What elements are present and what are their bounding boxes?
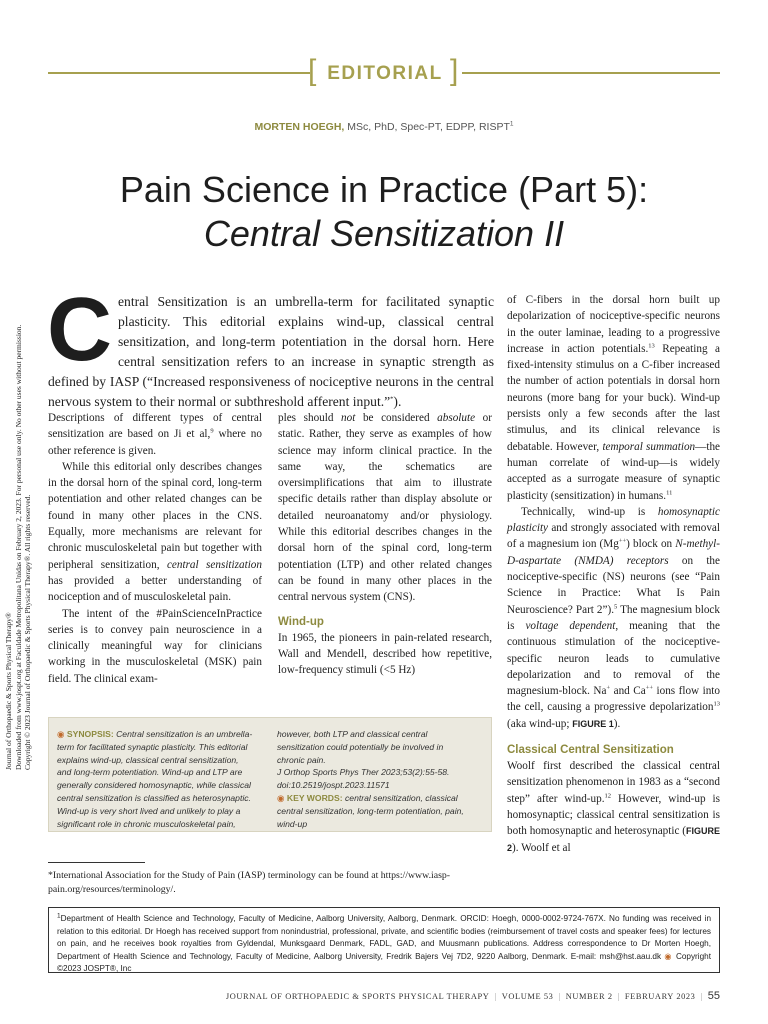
header-rule-right	[462, 72, 720, 74]
side-notice-line-3: Copyright © 2023 Journal of Orthopaedic & Sports Physical Therapy®. All rights reserved.	[23, 494, 32, 770]
author-credentials: MSc, PhD, Spec-PT, EDPP, RISPT	[344, 121, 510, 133]
header-rule-left	[48, 72, 310, 74]
text-run: ions flow into the cell, causing a progressive depolarization	[507, 685, 720, 714]
footnote-text: International Association for the Study of Pain (IASP) terminology can be found at https://www.iasp-pain.org/resources/terminology/.	[48, 870, 451, 895]
running-footer	[0, 990, 720, 1002]
bullet-icon: ◉	[664, 951, 673, 961]
col3-paragraph-2	[507, 504, 720, 732]
synopsis-box	[48, 717, 492, 832]
footnote-mark: *	[390, 395, 394, 403]
reference-mark: 13	[713, 700, 720, 708]
text-run: (aka wind-up;	[507, 717, 573, 730]
emphasis: homosynaptic plasticity	[507, 505, 720, 535]
text-run: and Ca	[610, 685, 646, 698]
col1-paragraph-1	[48, 410, 262, 459]
col2-paragraph-2: In 1965, the pioneers in pain-related research, Wall and Mendell, described how repetitive, low-frequency stimuli (<5 Hz)	[278, 631, 492, 677]
col3-paragraph-3	[507, 758, 720, 856]
affiliation-mark: 1	[57, 912, 61, 920]
copyright-text: Copyright ©2023 JOSPT®, Inc	[57, 951, 711, 974]
col3-paragraph-1	[507, 292, 720, 504]
side-notice-line-2: Downloaded from www.jospt.org at Faculdade Metropolitana Unidas on February 2, 2023. For personal use only. No other uses without permission.	[13, 324, 23, 770]
separator: |	[494, 992, 497, 1001]
ion-charge: +	[606, 684, 611, 692]
bracket-right: ]	[450, 54, 459, 87]
synopsis-label: SYNOPSIS:	[66, 729, 114, 739]
affiliation-box	[48, 907, 720, 973]
reference-mark: 12	[604, 791, 611, 799]
bullet-icon: ◉	[277, 792, 287, 803]
text-run: , meaning that the continuous stimulation of the nociceptive-specific neuron leads to cumulative depolarization and to removal of the magnesium-block. Na	[507, 619, 720, 698]
reference-mark: 13	[648, 342, 655, 350]
text-run: has provided a better understanding of nociception and of musculoskeletal pain.	[48, 574, 262, 604]
col1-paragraph-3: The intent of the #PainScienceInPractice series is to convey pain neuroscience in a clinically meaningful way for clinicians working in the musculoskeletal (MSK) pain field. The clinical exam-	[48, 607, 262, 685]
keywords: central sensitization, classical central sensitization, long-term potentiation, pain, wind-up	[277, 792, 464, 829]
lead-text: entral Sensitization is an umbrella-term for facilitated synaptic plasticity. This editorial explains wind-up, classical central sensitization, and long-term potentiation in the dorsal horn. Here central sensitization refers to an increase in synaptic strength as defined by IASP (“Increased responsiveness of nociceptive neurons in the central nervous system to their normal or subthreshold afferent input.”	[48, 294, 494, 409]
synopsis-right	[277, 728, 473, 830]
column-1	[48, 410, 262, 687]
synopsis-text-right: however, both LTP and classical central sensitization could potentially be involved in chronic pain.	[277, 729, 444, 765]
affiliation-text: Department of Health Science and Technology, Faculty of Medicine, Aalborg University, Aalborg, Denmark. ORCID: Hoegh, 0000-0002-9724-767X. No funding was received in relation to this editorial. Dr Hoegh has received support from nonindustrial, professional, private, and scientific bodies (reimbursement of travel costs and speaker fees) for lectures on pain, and he receives book royalties from Gyldendal, Munksgaard Denmark, FADL, GAD, and Muusmann publications. Address correspondence to Dr Morten Hoegh, Department of Health Science and Technology, Faculty of Medicine, Aalborg University, Fredrik Bajers Vej 7D2, 9220 Aalborg, Denmark. E-mail: msh@hst.aau.dk	[57, 914, 711, 961]
emphasis: absolute	[437, 412, 476, 424]
text-run: be considered	[355, 412, 438, 424]
text-run: Repeating a fixed-intensity stimulus on a C-fiber increased the number of action potentials in dorsal horn neurons (more bang for your buck). Wind-up persists only a few seconds after the last stimulus, and its clinical relevance is debatable. However,	[507, 342, 720, 453]
synopsis-citation: J Orthop Sports Phys Ther 2023;53(2):55-58. doi:10.2519/jospt.2023.11571	[277, 767, 450, 791]
col2-paragraph-1	[278, 410, 492, 606]
author-name: MORTEN HOEGH,	[254, 121, 345, 133]
text-run: or static. Rather, they serve as examples of how science may inform clinical practice. In the same way, the schematics are oversimplifications that aim to illustrate specific details rather than display absolute or detailed neuroanatomy and/or physiology. While this editorial describes changes in the dorsal horn of the spinal cord, long-term potentiation (LTP) and other related changes can be found in many other places in the central nervous system (CNS).	[278, 412, 492, 604]
text-run: ).	[613, 717, 621, 730]
text-run: where no other reference is given.	[48, 428, 262, 457]
emphasis: central sensitization	[166, 558, 262, 571]
issue-date: FEBRUARY 2023	[624, 992, 696, 1001]
text-run: Descriptions of different types of central sensitization are based on Ji et al,	[48, 412, 262, 441]
page-number: 55	[707, 990, 720, 1002]
text-run: ples should	[278, 412, 342, 424]
reference-mark: 9	[210, 427, 214, 435]
figure-reference[interactable]: FIGURE 2	[507, 826, 720, 853]
heading-wind-up: Wind-up	[278, 615, 324, 628]
text-run: —the human correlate of wind-up—is widely accepted as a surrogate measure of synaptic plasticity (sensitization) in humans.	[507, 440, 721, 502]
synopsis-left	[57, 728, 253, 830]
author-line	[0, 121, 768, 133]
text-run: ) block on	[626, 538, 676, 551]
volume: VOLUME 53	[501, 992, 554, 1001]
text-run: However, wind-up is homosynaptic; classical central sensitization is both homosynaptic and heterosynaptic (	[507, 792, 720, 838]
separator: |	[700, 992, 703, 1001]
synopsis-text-left: Central sensitization is an umbrella-term for facilitated synaptic plasticity. This editorial explains wind-up, classical central sensitization, and long-term potentiation. Wind-up and LTP are generally considered homosynaptic, while classical central sensitization is classified as heterosynaptic. Wind-up is very short lived and unlikely to play a significant role in chronic musculoskeletal pain,	[57, 729, 253, 829]
reference-mark: 5	[614, 602, 618, 610]
emphasis: N-methyl-D-aspartate (NMDA) receptors	[507, 538, 720, 567]
author-affiliation-mark: 1	[509, 120, 514, 128]
journal-name: JOURNAL OF ORTHOPAEDIC & SPORTS PHYSICAL THERAPY	[225, 992, 490, 1001]
text-run: Woolf first described the classical central sensitization phenomenon in 1983 as a “second step” after wind-up.	[507, 760, 720, 805]
text-run: of C-fibers in the dorsal horn built up depolarization of nociceptive-specific neurons in the outer laminae, leading to a progressive increase in action potentials.	[507, 294, 720, 355]
col1-paragraph-2	[48, 459, 262, 606]
ion-charge: ++	[645, 684, 654, 692]
lead-paragraph	[47, 280, 494, 412]
emphasis: temporal summation	[602, 440, 696, 453]
issue-number: NUMBER 2	[565, 992, 613, 1001]
footnote-rule	[48, 862, 145, 863]
ion-charge: ++	[618, 537, 627, 545]
side-notice-line-1: Journal of Orthopaedic & Sports Physical Therapy®	[4, 612, 13, 770]
separator: |	[617, 992, 620, 1001]
text-run: and strongly associated with removal of a magnesium ion (Mg	[507, 522, 720, 551]
bullet-icon: ◉	[57, 729, 67, 739]
emphasis: voltage dependent	[525, 619, 616, 632]
separator: |	[558, 992, 561, 1001]
heading-classical-central-sensitization: Classical Central Sensitization	[507, 744, 674, 757]
text-run: on the nociceptive-specific (NS) neurons (see “Pain Science in Practice: What Is Pain Neuroscience? Part 2”).	[507, 554, 720, 616]
footnote-mark: *	[48, 870, 53, 881]
footnote	[48, 869, 492, 897]
keywords-label: KEY WORDS:	[286, 792, 343, 803]
text-run: While this editorial only describes changes in the dorsal horn of the spinal cord, long-term potentiation and other related changes can be found in many other places in the CNS. Equally, more mechanisms are relevant for chronic musculoskeletal pain but together with peripheral sensitization,	[48, 460, 262, 571]
lead-end: ).	[393, 394, 402, 409]
bracket-left: [	[308, 54, 317, 87]
text-run: ). Woolf et al	[512, 841, 571, 854]
title-line-2: Central Sensitization II	[203, 213, 565, 254]
emphasis: not	[341, 412, 356, 424]
column-2	[278, 410, 492, 678]
reference-mark: 11	[666, 488, 673, 496]
column-3	[507, 292, 720, 856]
section-label: EDITORIAL	[327, 63, 443, 84]
figure-reference[interactable]: FIGURE 1	[572, 718, 614, 729]
side-copyright-notice	[4, 210, 48, 770]
drop-cap: C	[47, 280, 112, 380]
text-run: Technically, wind-up is	[521, 505, 658, 518]
text-run: The magnesium block is	[507, 603, 720, 632]
title-line-1: Pain Science in Practice (Part 5):	[119, 169, 649, 210]
